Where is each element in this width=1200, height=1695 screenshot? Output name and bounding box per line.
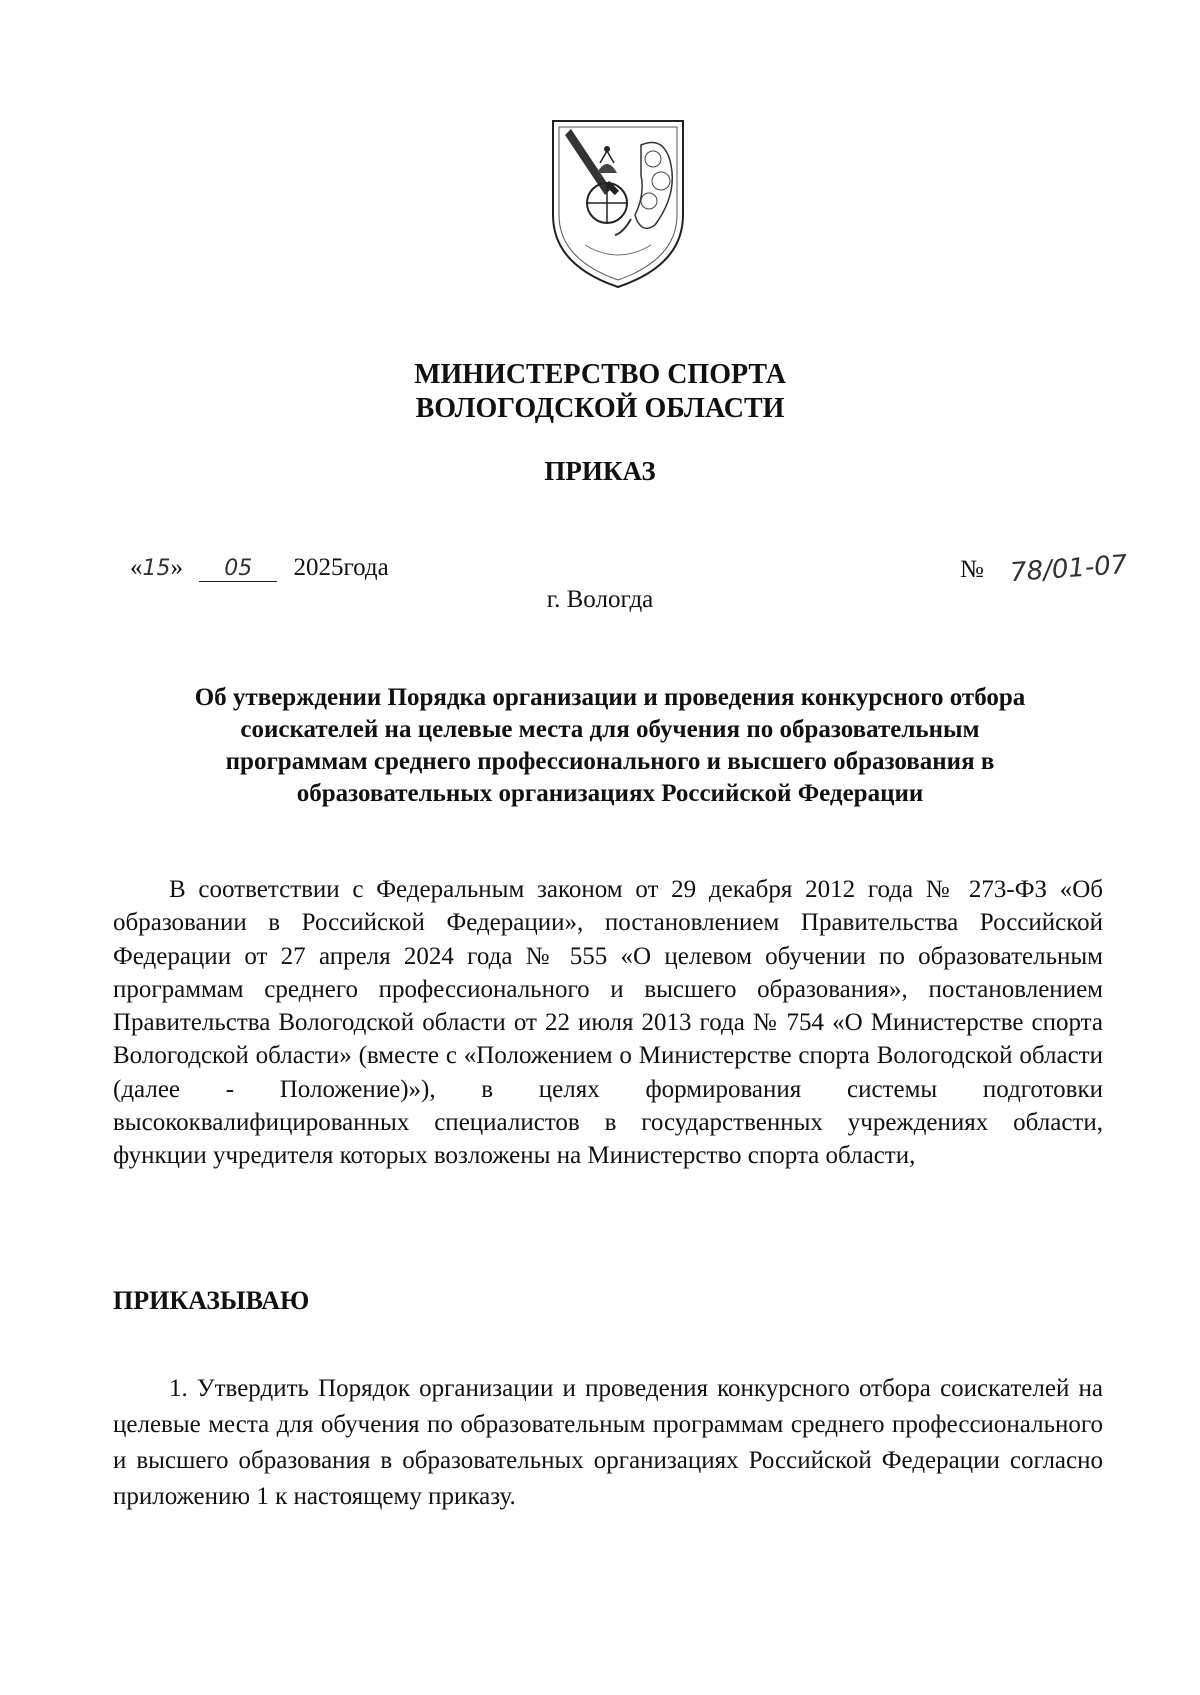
subject-line-4: образовательных организациях Российской Федерации <box>296 780 924 807</box>
date-year-suffix: года <box>343 554 389 581</box>
subject-line-2: соискателей на целевые места для обучения по образовательным <box>240 716 980 743</box>
order-number <box>960 549 1129 589</box>
order-date <box>130 554 389 582</box>
preamble-paragraph: В соответствии с Федеральным законом от 29 декабря 2012 года № 273-ФЗ «Об образовании в Российской Федерации», постановлением Правительства Российской Федерации от 27 апреля 2024 года № 555 «О целевом обучении по образовательным программам среднего профессионального и высшего образования», постановлением Правительства Вологодской области от 22 июля 2013 года № 754 «О Министерстве спорта Вологодской области» (вместе с «Положением о Министерстве спорта Вологодской области (далее - Положение)»), в целях формирования системы подготовки высококвалифицированных специалистов в государственных учреждениях области, функции учредителя которых возложены на Министерство спорта области, <box>113 876 1103 1170</box>
decree-heading: ПРИКАЗЫВАЮ <box>113 1286 310 1315</box>
order-subject <box>140 682 1080 810</box>
close-quote: » <box>170 554 183 581</box>
number-sign: № <box>960 556 984 583</box>
ministry-line-2: ВОЛОГОДСКОЙ ОБЛАСТИ <box>415 393 785 424</box>
ministry-name <box>0 358 1200 426</box>
city: г. Вологда <box>546 586 654 613</box>
document-type: ПРИКАЗ <box>544 456 656 486</box>
ministry-line-1: МИНИСТЕРСТВО СПОРТА <box>414 359 786 390</box>
date-day: 15 <box>142 556 171 581</box>
date-year: 2025 <box>293 554 344 581</box>
subject-line-3: программам среднего профессионального и высшего образования в <box>225 748 995 775</box>
coat-of-arms-icon <box>545 115 691 291</box>
order-item-1: 1. Утвердить Порядок организации и проведения конкурсного отбора соискателей на целевые места для обучения по образовательным программам среднего профессионального и высшего образования в образовательных организациях Российской Федерации согласно приложению 1 к настоящему приказу. <box>113 1375 1103 1510</box>
number-value: 78/01-07 <box>1009 549 1129 589</box>
date-month: 05 <box>199 556 277 582</box>
subject-line-1: Об утверждении Порядка организации и проведения конкурсного отбора <box>194 684 1026 711</box>
open-quote: « <box>130 554 143 581</box>
